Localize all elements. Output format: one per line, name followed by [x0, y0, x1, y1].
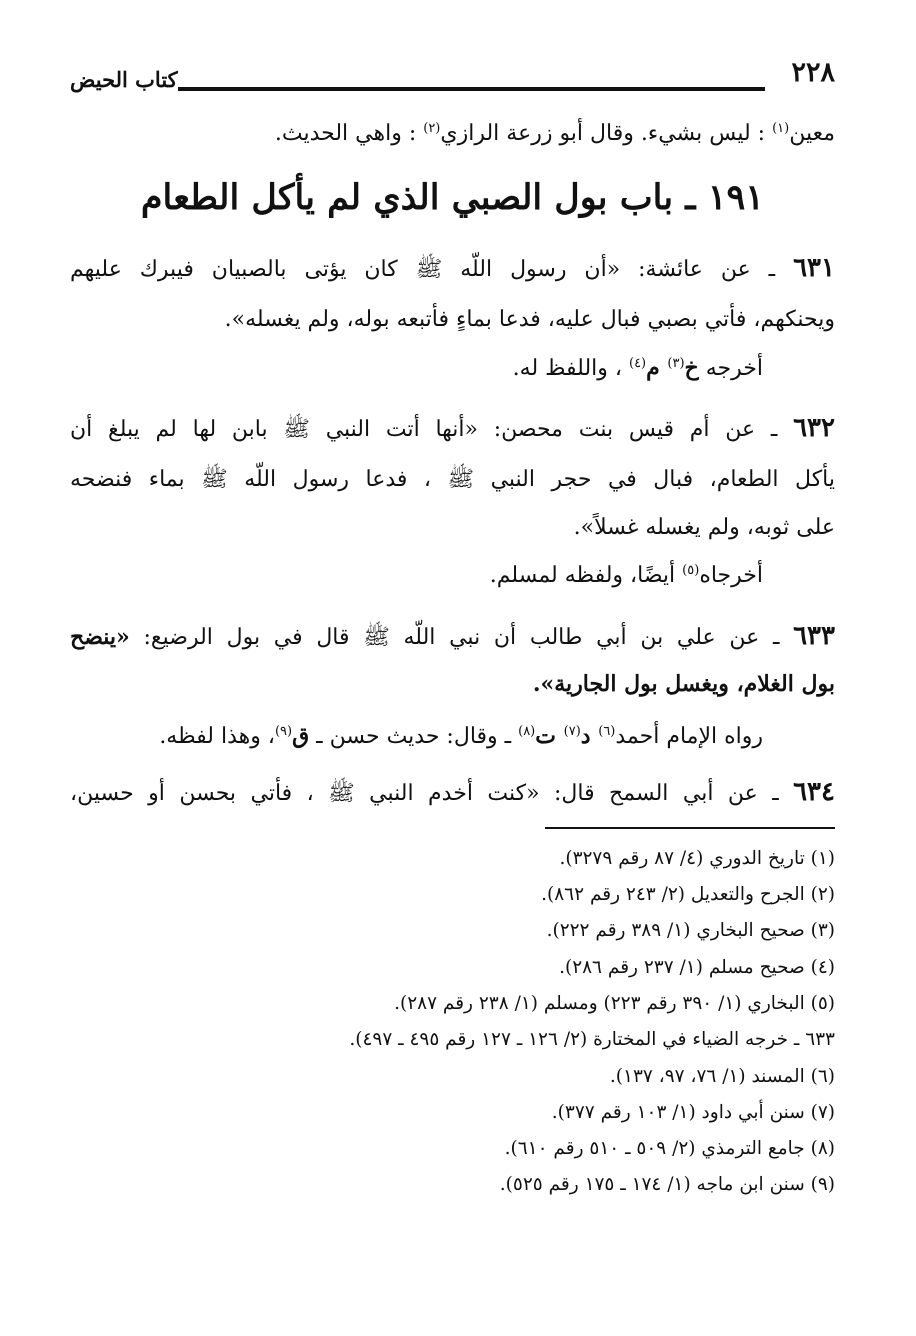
hadith-631-line-1: ٦٣١ ـ عن عائشة: «أن رسول اللّه ﷺ كان يؤتى بالصبيان فيبرك عليهم	[70, 253, 835, 283]
hadith-633-line-2: بول الغلام، ويغسل بول الجارية».	[532, 671, 835, 697]
footnote-ref[interactable]: (٦)	[598, 724, 616, 739]
hadith-number: ٦٣٣	[793, 621, 835, 651]
chapter-title: كتاب الحيض	[70, 67, 178, 92]
hadith-633-line-1: ٦٣٣ ـ عن علي بن أبي طالب أن نبي اللّه ﷺ قال في بول الرضيع: «ينضح	[70, 621, 835, 651]
footnote-8: (٨) جامع الترمذي (٢/ ٥٠٩ ـ ٥١٠ رقم ٦١٠).	[504, 1138, 835, 1159]
footnote-ref[interactable]: (٤)	[628, 356, 647, 371]
footnote-4: (٤) صحيح مسلم (١/ ٢٣٧ رقم ٢٨٦).	[559, 957, 835, 978]
footnote-ref[interactable]: (١)	[772, 121, 790, 136]
hadith-634-line-1: ٦٣٤ ـ عن أبي السمح قال: «كنت أخدم النبي ﷺ ، فأتي بحسن أو حسين،	[70, 777, 835, 807]
footnote-9: (٩) سنن ابن ماجه (١/ ١٧٤ ـ ١٧٥ رقم ٥٢٥).	[499, 1174, 835, 1195]
footnote-separator	[545, 827, 835, 829]
header-rule	[178, 87, 765, 91]
footnote-ref[interactable]: (٢)	[423, 121, 441, 136]
footnote-ref[interactable]: (٨)	[518, 724, 536, 739]
hadith-632-takhrij: أخرجاه$^{(٥)}$ أيضًا، ولفظه لمسلم.	[489, 563, 763, 588]
running-header	[70, 55, 835, 99]
footnote-ref[interactable]: (٣)	[667, 356, 685, 371]
hadith-number: ٦٣١	[793, 253, 835, 283]
footnote-633: ٦٣٣ ـ خرجه الضياء في المختارة (٢/ ١٢٦ ـ ١٢٧ رقم ٤٩٥ ـ ٤٩٧).	[349, 1029, 835, 1050]
book-page	[70, 55, 835, 1305]
hadith-number: ٦٣٤	[793, 777, 835, 807]
hadith-632-line-1: ٦٣٢ ـ عن أم قيس بنت محصن: «أنها أتت النبي ﷺ بابن لها لم يبلغ أن	[70, 413, 835, 443]
page-number: ٢٢٨	[791, 57, 835, 88]
footnote-2: (٢) الجرح والتعديل (٢/ ٢٤٣ رقم ٨٦٢).	[541, 884, 835, 905]
footnote-ref[interactable]: (٥)	[682, 563, 700, 578]
hadith-632-line-2: يأكل الطعام، فبال في حجر النبي ﷺ ، فدعا رسول اللّه ﷺ بماء فنضحه	[70, 467, 835, 492]
hadith-631-line-2: ويحنكهم، فأتي بصبي فبال عليه، فدعا بماءٍ فأتبعه بوله، ولم يغسله».	[224, 307, 835, 332]
footnote-5: (٥) البخاري (١/ ٣٩٠ رقم ٢٢٣) ومسلم (١/ ٢٣٨ رقم ٢٨٧).	[394, 993, 835, 1014]
footnote-7: (٧) سنن أبي داود (١/ ١٠٣ رقم ٣٧٧).	[551, 1102, 835, 1123]
footnote-3: (٣) صحيح البخاري (١/ ٣٨٩ رقم ٢٢٢).	[546, 920, 835, 941]
hadith-633-takhrij: رواه الإمام أحمد$^{(٦)}$ د$^{(٧)}$ ت$^{(٨)}$ ـ وقال: حديث حسن ـ ق$^{(٩)}$، وهذا لفظه.	[159, 723, 763, 749]
footnote-6: (٦) المسند (١/ ٧٦، ٩٧، ١٣٧).	[609, 1066, 835, 1087]
intro-line: معين$^{(١)}$ : ليس بشيء. وقال أبو زرعة الرازي$^{(٢)}$ : واهي الحديث.	[274, 121, 835, 146]
hadith-number: ٦٣٢	[793, 413, 835, 443]
hadith-631-takhrij: أخرجه خ$^{(٣)}$ م$^{(٤)}$ ، واللفظ له.	[512, 355, 763, 381]
hadith-632-line-3: على ثوبه، ولم يغسله غسلاً».	[573, 515, 835, 540]
chapter-heading: ١٩١ ـ باب بول الصبي الذي لم يأكل الطعام	[140, 177, 765, 218]
footnote-ref[interactable]: (٩)	[274, 724, 293, 739]
footnote-ref[interactable]: (٧)	[563, 724, 581, 739]
footnote-1: (١) تاريخ الدوري (٤/ ٨٧ رقم ٣٢٧٩).	[559, 848, 835, 869]
